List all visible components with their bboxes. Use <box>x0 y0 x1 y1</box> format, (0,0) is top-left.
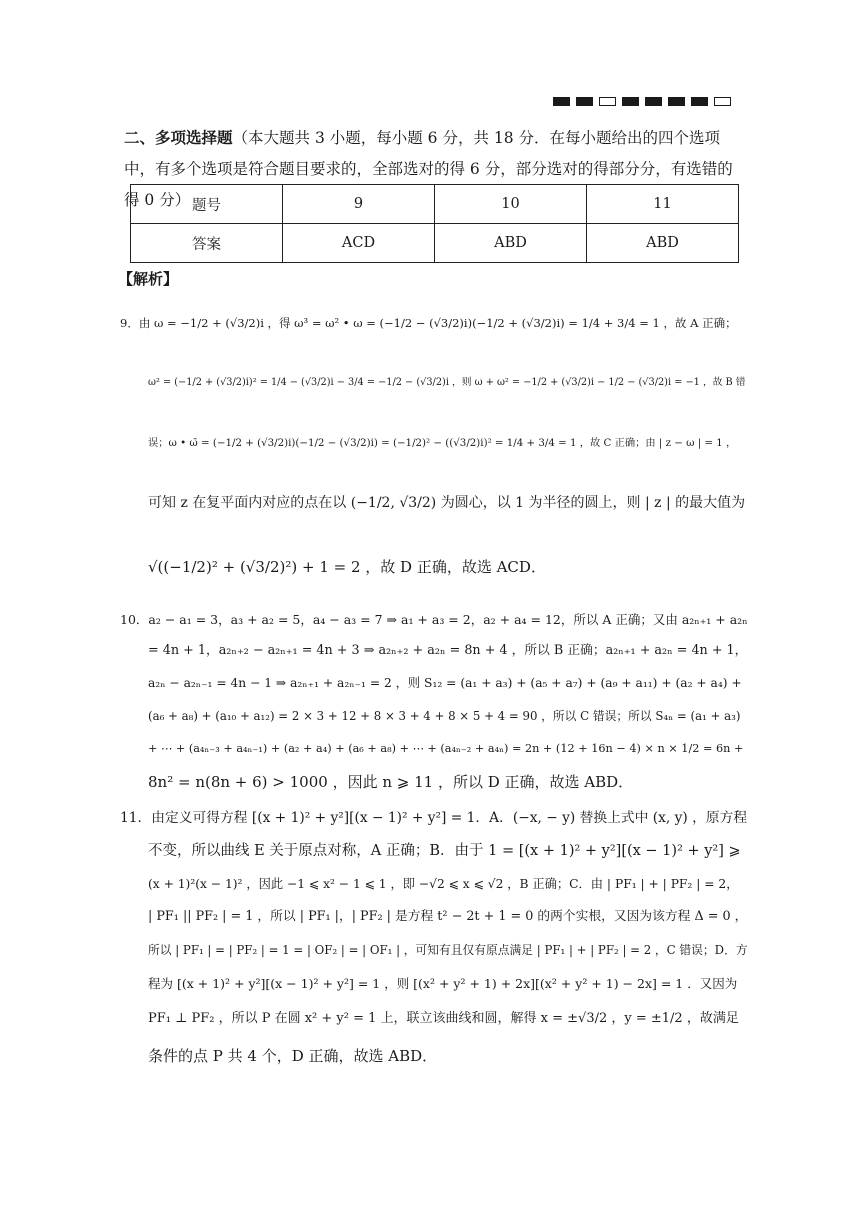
marker-square <box>645 97 662 106</box>
q10-line-4: (a₆ + a₈) + (a₁₀ + a₁₂) = 2 × 3 + 12 + 8 × 3 + 4 + 8 × 5 + 4 = 90 ，所以 C 错误；所以 S₄ₙ = (a₁ + a₃) <box>148 709 741 723</box>
table-cell: ACD <box>283 224 435 263</box>
q10-line-1: 10．a₂ − a₁ = 3，a₃ + a₂ = 5，a₄ − a₃ = 7 ⇒ a₁ + a₃ = 2，a₂ + a₄ = 12，所以 A 正确；又由 a₂ₙ₊₁ + a₂ₙ <box>120 612 748 627</box>
section-description: （本大题共 3 小题，每小题 6 分，共 18 分．在每小题给出的四个选项中，有多个选项是符合题目要求的，全部选对的得 6 分，部分选对的得部分分，有选错的得 0 分） <box>124 129 733 209</box>
q11-line-1: 11．由定义可得方程 [(x + 1)² + y²][(x − 1)² + y²] = 1．A．(−x, − y) 替换上式中 (x, y) ，原方程 <box>120 810 748 826</box>
analysis-label: 【解析】 <box>118 270 179 288</box>
marker-square <box>553 97 570 106</box>
page-markers <box>553 97 731 106</box>
marker-square <box>714 97 731 106</box>
q11-line-8: 条件的点 P 共 4 个，D 正确，故选 ABD． <box>148 1047 438 1065</box>
q10-line-3: a₂ₙ − a₂ₙ₋₁ = 4n − 1 ⇒ a₂ₙ₊₁ + a₂ₙ₋₁ = 2 ，则 S₁₂ = (a₁ + a₃) + (a₅ + a₇) + (a₉ + a₁₁) + (a₂ + a₄) + <box>148 676 742 690</box>
table-cell: ABD <box>587 224 739 263</box>
q11-line-5: 所以 | PF₁ | = | PF₂ | = 1 = | OF₂ | = | OF₁ | ，可知有且仅有原点满足 | PF₁ | + | PF₂ | = 2 ，C 错误；D．方 <box>148 943 748 957</box>
q11-line-4: | PF₁ || PF₂ | = 1 ，所以 | PF₁ |，| PF₂ | 是方程 t² − 2t + 1 = 0 的两个实根，又因为该方程 Δ = 0 ， <box>148 909 748 924</box>
section-title: 二、多项选择题 <box>124 129 233 147</box>
q10-line-5: + ⋯ + (a₄ₙ₋₃ + a₄ₙ₋₁) + (a₂ + a₄) + (a₆ + a₈) + ⋯ + (a₄ₙ₋₂ + a₄ₙ) = 2n + (12 + 16n − 4) × n × 1/2 = 6n + <box>148 742 744 755</box>
q9-line-2: ω² = (−1/2 + (√3/2)i)² = 1/4 − (√3/2)i − 3/4 = −1/2 − (√3/2)i ，则 ω + ω² = −1/2 + (√3/2)i − 1/2 − (√3/2)i = −1 ，故 B 错 <box>148 377 746 388</box>
table-cell: 10 <box>435 185 587 224</box>
marker-square <box>576 97 593 106</box>
table-cell: 11 <box>587 185 739 224</box>
q9-line-3: 误；ω • ω̄ = (−1/2 + (√3/2)i)(−1/2 − (√3/2)i) = (−1/2)² − ((√3/2)i)² = 1/4 + 3/4 = 1 ，故 C 正确；由 | z − ω | = 1 ， <box>148 437 737 449</box>
table-header-row <box>131 185 739 224</box>
table-cell: ABD <box>435 224 587 263</box>
table-cell: 答案 <box>131 224 283 263</box>
marker-square <box>599 97 616 106</box>
q11-line-6: 程为 [(x + 1)² + y²][(x − 1)² + y²] = 1 ，则 [(x² + y² + 1) + 2x][(x² + y² + 1) − 2x] = 1 ．又因为 <box>148 976 738 991</box>
table-cell: 题号 <box>131 185 283 224</box>
marker-square <box>668 97 685 106</box>
answer-table <box>130 184 739 263</box>
marker-square <box>691 97 708 106</box>
q9-line-1: 9．由 ω = −1/2 + (√3/2)i ，得 ω³ = ω² • ω = (−1/2 − (√3/2)i)(−1/2 + (√3/2)i) = 1/4 + 3/4 = 1 ，故 A 正确； <box>120 316 737 330</box>
q11-line-3: (x + 1)²(x − 1)² ，因此 −1 ⩽ x² − 1 ⩽ 1 ，即 −√2 ⩽ x ⩽ √2 ，B 正确；C．由 | PF₁ | + | PF₂ | = 2， <box>148 877 739 891</box>
q10-line-6: 8n² = n(8n + 6) > 1000 ，因此 n ⩾ 11 ，所以 D 正确，故选 ABD． <box>148 773 634 791</box>
table-row <box>131 224 739 263</box>
marker-square <box>622 97 639 106</box>
table-cell: 9 <box>283 185 435 224</box>
q10-line-2: = 4n + 1，a₂ₙ₊₂ − a₂ₙ₊₁ = 4n + 3 ⇒ a₂ₙ₊₂ + a₂ₙ = 8n + 4 ，所以 B 正确；a₂ₙ₊₁ + a₂ₙ = 4n + 1， <box>148 643 748 658</box>
q9-line-5: √((−1/2)² + (√3/2)²) + 1 = 2 ，故 D 正确，故选 ACD． <box>148 558 546 576</box>
q11-line-7: PF₁ ⊥ PF₂ ，所以 P 在圆 x² + y² = 1 上，联立该曲线和圆，解得 x = ±√3/2 ，y = ±1/2 ，故满足 <box>148 1011 739 1026</box>
q9-line-4: 可知 z 在复平面内对应的点在以 (−1/2, √3/2) 为圆心，以 1 为半径的圆上，则 | z | 的最大值为 <box>148 495 746 511</box>
q11-line-2: 不变，所以曲线 E 关于原点对称，A 正确；B．由于 1 = [(x + 1)² + y²][(x − 1)² + y²] ⩾ <box>148 843 741 859</box>
